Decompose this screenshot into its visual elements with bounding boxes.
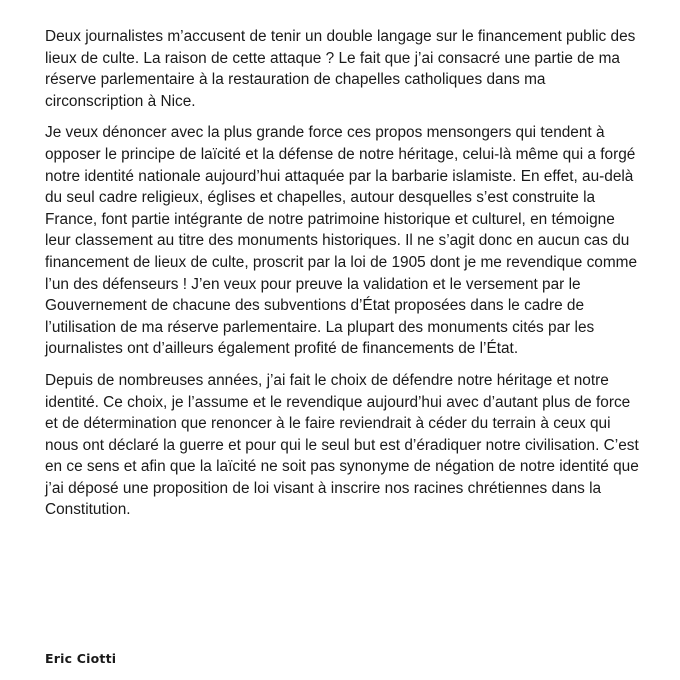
paragraph-1: Deux journalistes m’accusent de tenir un double langage sur le financement public des lieux de culte. La raison de cette attaque ? Le fait que j’ai consacré une partie de ma réserve parlementaire à la restauration de chapelles catholiques dans ma circonscription à Nice.	[45, 28, 636, 110]
author-signature: Eric Ciotti	[45, 651, 117, 666]
paragraph-3: Depuis de nombreuses années, j’ai fait le choix de défendre notre héritage et notre identité. Ce choix, je l’assume et le revendique aujourd’hui avec d’autant plus de force et de détermination que renoncer à le faire reviendrait à céder du terrain à ceux qui nous ont déclaré la guerre et pour qui le seul but est d’éradiquer notre civilisation. C’est en ce sens et afin que la laïcité ne soit pas synonyme de négation de notre identité que j’ai déposé une proposition de loi visant à inscrire nos racines chrétiennes dans la Constitution.	[45, 371, 639, 519]
statement-body	[45, 26, 641, 531]
paragraph-2: Je veux dénoncer avec la plus grande force ces propos mensongers qui tendent à opposer le principe de laïcité et la défense de notre héritage, celui-là même qui a forgé notre identité nationale aujourd’hui attaquée par la barbarie islamiste. En effet, au-delà du seul cadre religieux, églises et chapelles, autour desquelles s’est construite la France, font partie intégrante de notre patrimoine historique et culturel, en témoigne leur classement au titre des monuments historiques. Il ne s’agit donc en aucun cas du financement de lieux de culte, proscrit par la loi de 1905 dont je me revendique comme l’un des défenseurs ! J’en veux pour preuve la validation et le versement par le Gouvernement de chacune des subventions d’État proposées dans le cadre de l’utilisation de ma réserve parlementaire. La plupart des monuments cités par les journalistes ont d’ailleurs également profité de financements de l’État.	[45, 124, 638, 358]
